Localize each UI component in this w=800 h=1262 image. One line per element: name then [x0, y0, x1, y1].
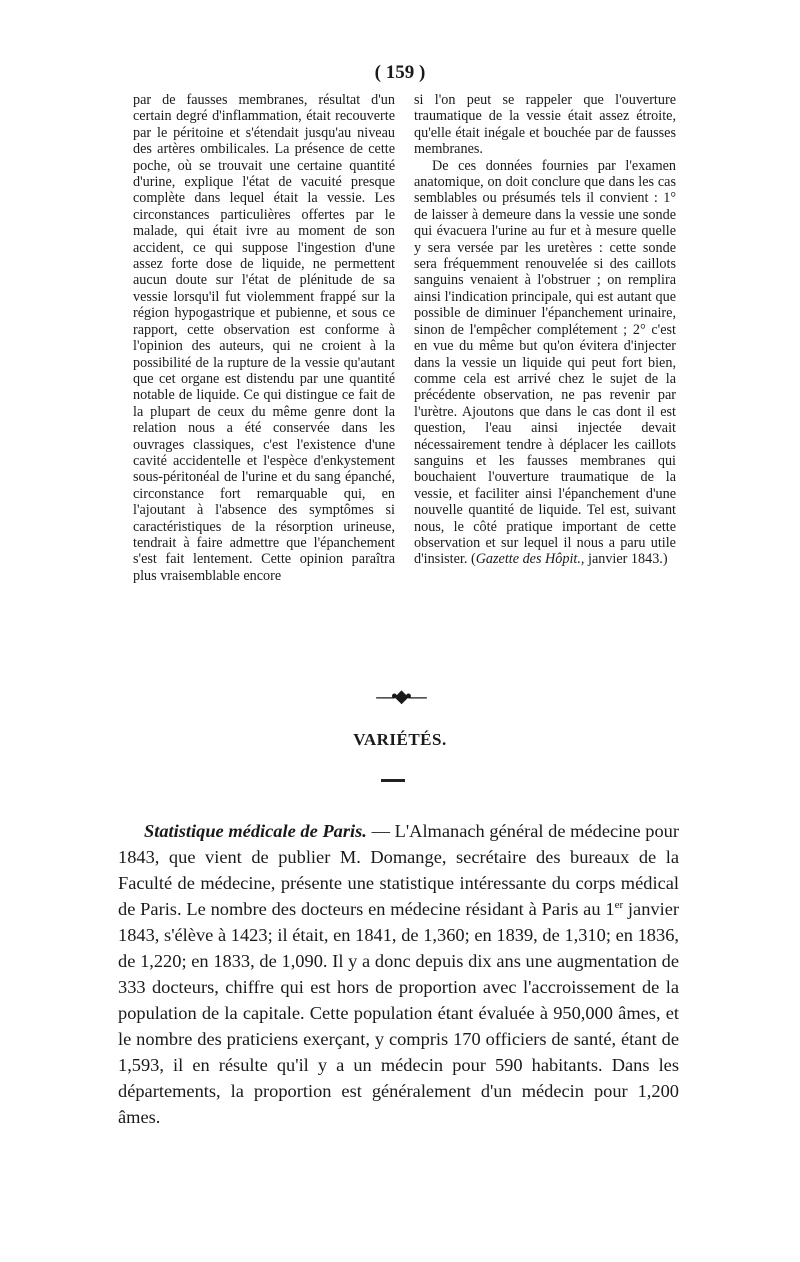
article-text-a: — L'Almanach général de médecine pour 1843, que vient de publier M. Domange, secrétaire des bureaux de la Faculté de médecine, présente une statistique intéressante du corps médical de Paris. Le nombre des docteurs en médecine résidant à Paris au 1 [118, 821, 680, 919]
left-column-paragraph: par de fausses membranes, résultat d'un certain degré d'inflammation, était recouverte par le péritoine et s'étendait jusqu'au niveau des artères ombilicales. La présence de cette poche, où se trouvait une certaine quantité d'urine, explique l'état de vacuité presque complète dans lequel était la vessie. Les circonstances particulières offertes par le malade, qui était ivre au moment de son accident, ce qui suppose l'ingestion d'une assez forte dose de liquide, ne permettent aucun doute sur l'état de plénitude de sa vessie lorsqu'il fut violemment frappé sur la région hypogastrique et pubienne, et sous ce rapport, cette observation est conforme à l'opinion des auteurs, qui ne croient à la possibilité de la rupture de la vessie qu'autant que cet organe est distendu par une quantité notable de liquide. Ce qui distingue ce fait de la plupart de ceux du même genre dont la relation nous a été conservée dans les ouvrages classiques, c'est l'existence d'une cavité accidentelle et l'espèce d'enkystement sous-péritonéal de l'urine et du sang épanché, circonstance fort remarquable qui, en l'ajoutant à l'absence des symptômes si caractéristiques de la résorption urineuse, tendrait à faire admettre que l'épanchement s'est fait lentement. Cette opinion paraîtra plus vraisemblable encore [133, 92, 395, 584]
article-paragraph [118, 818, 679, 1130]
page-number: ( 159 ) [374, 62, 426, 83]
section-title: VARIÉTÉS. [353, 730, 447, 749]
source-citation [471, 551, 668, 567]
article-lead: Statistique médicale de Paris. [144, 821, 367, 841]
source-date: , janvier 1843.) [580, 551, 668, 568]
source-journal: Gazette des Hôpit. [475, 551, 581, 568]
right-column-paragraph-2-text: De ces données fournies par l'examen anatomique, on doit conclure que dans les cas semblables ou présumés tels il convient : 1° de laisser à demeure dans la vessie une sonde qui évacuera l'urine au fur et à mesure quelle y sera versée par les uretères : cette sonde sera fréquemment renouvelée si des caillots sanguins venaient à l'obstruer ; on remplira ainsi l'indication principale, qui est autant que possible de diminuer l'épanchement urinaire, sinon de l'empêcher complétement ; 2° c'est en vue du même but qu'on évitera d'injecter dans la vessie un liquide qui peut fort bien, comme cela est arrivé chez le sujet de la précédente observation, ne pas revenir par l'urètre. Ajoutons que dans le cas dont il est question, l'eau ainsi injectée devait nécessairement tendre à déplacer les caillots sanguins et les fausses membranes qui bouchaient l'ouverture traumatique de la vessie, et faciliter ainsi l'épanchement d'une nouvelle quantité de liquide. Tel est, suivant nous, le côté pratique important de cette observation et sur lequel il nous a paru utile d'insister. [414, 157, 676, 568]
right-column-paragraph-1: si l'on peut se rappeler que l'ouverture traumatique de la vessie était assez étroite, qu'elle était inégale et bouchée par de fausses membranes. [414, 92, 676, 158]
right-column [414, 92, 676, 568]
section-ornament: —•◆•— [376, 686, 424, 706]
left-column [133, 92, 395, 584]
right-column-paragraph-2 [414, 158, 676, 568]
article-text-b: janvier 1843, s'élève à 1423; il était, en 1841, de 1,360; en 1839, de 1,310; en 1836, de 1,220; en 1833, de 1,090. Il y a donc depuis dix ans une augmentation de 333 docteurs, chiffre qui est hors de proportion avec l'accroissement de la population de la capitale. Cette population étant évaluée à 950,000 âmes, et le nombre des praticiens exerçant, y compris 170 officiers de santé, étant de 1,593, il en résulte qu'il y a un médecin pour 590 habitants. Dans les départements, la proportion est généralement d'un médecin pour 1,200 âmes. [118, 899, 679, 1127]
source-open-paren: ( [470, 551, 476, 568]
title-rule [381, 779, 405, 782]
article-superscript: er [614, 898, 624, 911]
